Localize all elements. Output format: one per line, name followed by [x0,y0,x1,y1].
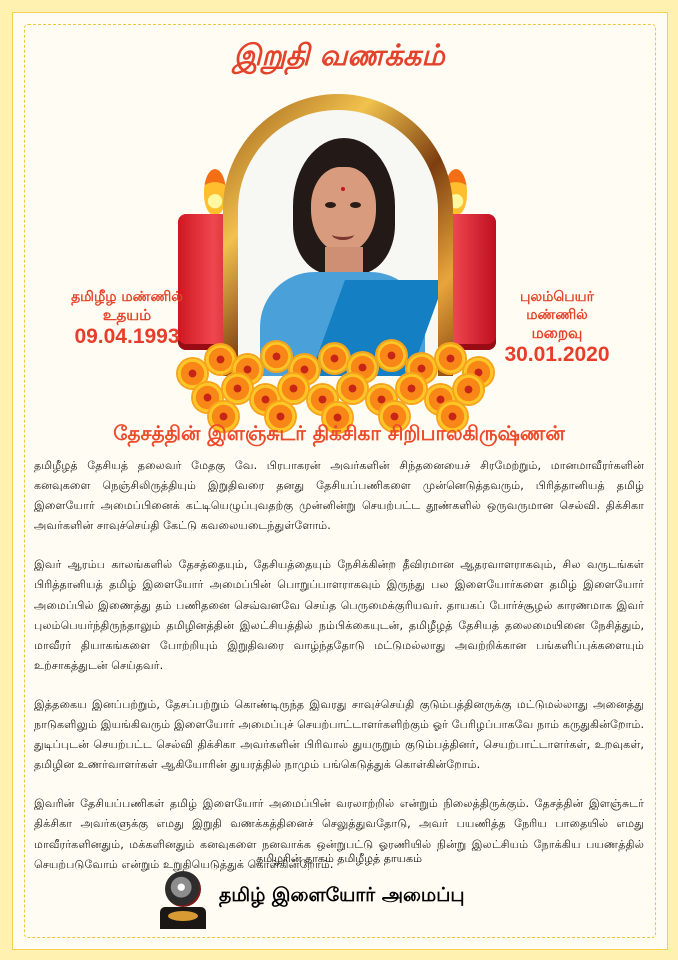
slogan: தமிழரின் தாகம் தமிழீழத் தாயகம் [256,852,422,865]
birth-place: தமிழீழ மண்ணில் [71,289,183,305]
left-eye [325,202,336,208]
marigold-flower [397,374,426,403]
birth-date: 09.04.1993 [74,325,180,348]
bindi [341,187,345,191]
birth-date-block [62,288,192,350]
organization-name: தமிழ் இளையோர் அமைப்பு [219,884,465,906]
deceased-name: தேசத்தின் இளஞ்சுடர் திக்சிகா சிறிபாலகிருஷ்ணன் [113,421,565,445]
tribute-text [34,456,644,894]
marigold-flower [223,374,252,403]
marigold-flower [262,342,291,371]
marigold-flower [377,341,406,370]
portrait-photo [238,110,438,376]
tribute-paragraph-1: தமிழீழத் தேசியத் தலைவர் மேதகு வே. பிரபாகரன் அவர்களின் சிந்தனையைச் சிரமேற்றும், மானமாவீரர்களின் கனவுகளை நெஞ்சிலிருத்தியும் இறுதிவரை தனது தேசியப்பணிகளை முன்னெடுத்தவரும், பிரித்தானியத் தமிழ் இளையோர் அமைப்பினைக் கட்டியெழுப்புவதற்கு முன்னின்று செயற்பட்ட தூண்களில் ஒருவருமான செல்வி. திக்சிகா அவர்களின் சாவுச்செய்தி கேட்டு கவலையடைந்துள்ளோம். [34,459,644,533]
organization-logo-icon [158,865,208,935]
tribute-paragraph-4: இவரின் தேசியப்பணிகள் தமிழ் இளையோர் அமைப்பின் வரலாற்றில் என்றும் நிலைத்திருக்கும். தேசத்தின் இளஞ்சுடர் திக்சிகா அவர்களுக்கு எமது இறுதி வணக்கத்தினைச் செலுத்துவதோடு, அவர் பயணித்த நேரிய பாதையில் எமது மாவீரர்களினதும், மக்களினதும் கனவுகளை நனவாக்க ஒன்றுபட்டு ஓரணியில் நின்று இலட்சியம் நோக்கிய பயணத்தில் செயற்படுவோம் என்றும் உறுதியெடுத்துக் கொள்கின்றோம். [34,797,644,871]
marigold-flower [320,344,349,373]
marigold-flower [436,344,465,373]
marigold-flower [454,375,483,404]
globe-emblem-icon [165,871,201,907]
death-label: மறைவு [531,324,583,342]
death-date: 30.01.2020 [504,343,610,366]
marigold-flowers [178,340,498,423]
page-title: இறுதி வணக்கம் [233,38,445,72]
tribute-paragraph-2: இவர் ஆரம்ப காலங்களில் தேசத்தையும், தேசியத்தையும் நேசிக்கின்ற தீவிரமான ஆதரவாளராகவும், சில வருடங்கள் பிரித்தானியத் தமிழ் இளையோர் அமைப்பின் பொறுப்பாளராகவும் இருந்து பல இளையோர்களை தமிழ் இளையோர் அமைப்பில் இணைத்து தம் பணிதனை செவ்வனவே செய்த பெருமைக்குரியவர். தாயகப் போர்ச்சூழல் காரணமாக இவர் புலம்பெயர்ந்திருந்தாலும் தமிழினத்தின் இலட்சியத்தில் நம்பிக்கையுடன், தமிழீழத் தேசியத் தலைமையினை நேசித்தும், மாவீரர் தியாகங்களை போற்றியும் இறுதிவரை வாழ்ந்ததோடு மட்டுமல்லாது அவற்றிக்கான பங்களிப்புக்களையும் உற்சாகத்துடன் செய்தவர். [34,558,644,672]
birth-label: உதயம் [102,306,152,324]
right-eye [350,202,361,208]
death-place: புலம்பெயர் மண்ணில் [520,289,594,323]
marigold-flower [279,374,308,403]
marigold-flower [206,345,235,374]
emblem-base [160,907,206,929]
death-date-block [491,288,623,368]
portrait-face [311,167,376,253]
marigold-flower [338,374,367,403]
tribute-paragraph-3: இத்தகைய இனப்பற்றும், தேசப்பற்றும் கொண்டிருந்த இவரது சாவுச்செய்தி குடும்பத்தினருக்கு மட்டுமல்லாது அனைத்து நாடுகளிலும் இயங்கிவரும் இளையோர் அமைப்புச் செயற்பாட்டாளர்களிற்கும் ஓர் பேரிழப்பாகவே நாம் கருதுகின்றோம். துடிப்புடன் செயற்பட்ட செல்வி திக்சிகா அவர்களின் பிரிவால் துயருறும் குடும்பத்தினர், செயற்பாட்டாளர்கள், உறவுகள், தமிழின உணர்வாளர்கள் ஆகியோரின் துயரத்தில் நாமும் பங்கெடுத்துக் கொள்கின்றோம். [34,697,644,772]
smile [332,229,354,240]
